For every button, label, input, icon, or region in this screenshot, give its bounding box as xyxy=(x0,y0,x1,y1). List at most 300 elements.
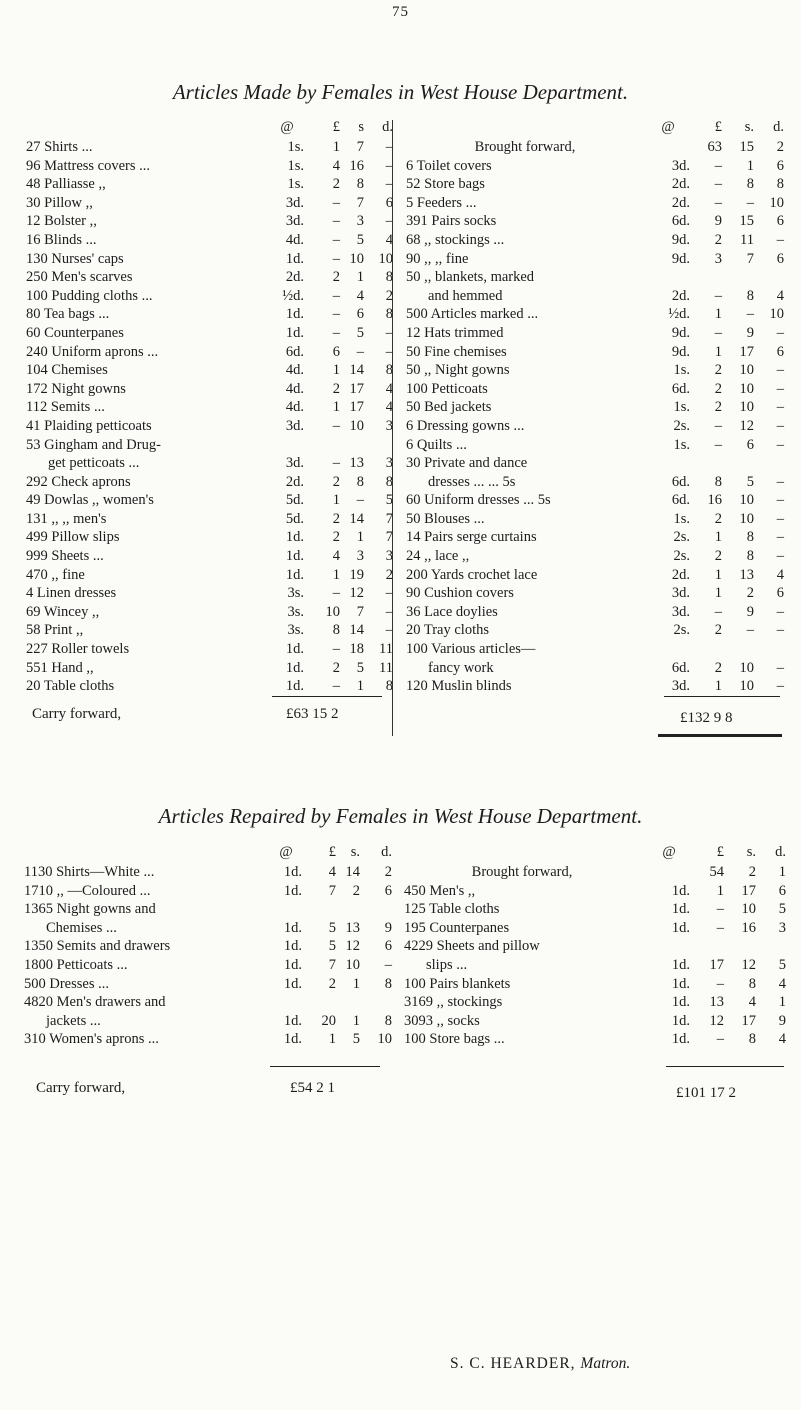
item-pounds: – xyxy=(332,194,340,211)
item-description: 60 Uniform dresses ... 5s xyxy=(406,492,551,509)
item-description: 500 Dresses ... xyxy=(24,975,109,992)
table-row xyxy=(406,417,786,436)
header-rate: @ xyxy=(280,119,294,135)
column-header-row xyxy=(24,843,392,863)
table-row xyxy=(26,361,393,380)
item-rate: 1s. xyxy=(673,362,690,379)
item-pence: – xyxy=(776,324,784,341)
item-pounds: 2 xyxy=(714,659,722,676)
item-rate: 1d. xyxy=(285,678,304,695)
item-rate: 1d. xyxy=(285,529,304,546)
item-pence: 4 xyxy=(778,975,786,992)
item-shillings: 8 xyxy=(356,473,364,490)
item-shillings: 17 xyxy=(741,1012,756,1029)
table-row xyxy=(406,677,786,696)
table-row xyxy=(406,157,786,176)
item-pounds: – xyxy=(332,641,340,658)
item-pence: 6 xyxy=(778,882,786,899)
item-pence: 8 xyxy=(385,473,393,490)
item-rate: 4d. xyxy=(285,231,304,248)
item-pounds: 1 xyxy=(714,678,722,695)
item-shillings: 4 xyxy=(748,994,756,1011)
item-pence: 5 xyxy=(778,901,786,918)
item-rate: 1d. xyxy=(671,975,690,992)
item-pounds: 12 xyxy=(709,1012,724,1029)
item-shillings: 8 xyxy=(746,287,754,304)
table-row xyxy=(26,287,393,306)
table-row xyxy=(406,268,786,287)
header-pence: d. xyxy=(381,844,392,860)
item-shillings: 17 xyxy=(349,380,364,397)
item-pounds: 1 xyxy=(332,566,340,583)
item-shillings: 5 xyxy=(356,324,364,341)
item-pence: 2 xyxy=(776,139,784,155)
item-pounds: 10 xyxy=(325,603,340,620)
item-pence: 4 xyxy=(385,231,393,248)
item-pounds: 2 xyxy=(714,399,722,416)
table-row xyxy=(404,993,789,1012)
table-row xyxy=(26,380,393,399)
item-shillings: 3 xyxy=(356,213,364,230)
table-row xyxy=(404,900,789,919)
item-shillings: – xyxy=(746,622,754,639)
item-pence: 3 xyxy=(385,417,393,434)
item-shillings: 17 xyxy=(739,343,754,360)
item-description: 999 Sheets ... xyxy=(26,548,104,565)
item-pence: 3 xyxy=(385,548,393,565)
item-description: 30 Pillow ,, xyxy=(26,194,93,211)
item-pence: 6 xyxy=(776,343,784,360)
item-pence: 8 xyxy=(385,306,393,323)
table-row xyxy=(406,621,786,640)
item-shillings: 10 xyxy=(739,362,754,379)
item-shillings: 8 xyxy=(748,1031,756,1048)
item-shillings: 1 xyxy=(356,529,364,546)
item-pounds: 3 xyxy=(714,250,722,267)
item-pounds: 1 xyxy=(716,882,724,899)
item-pence: – xyxy=(776,417,784,434)
item-rate: 6d. xyxy=(671,473,690,490)
item-description: 16 Blinds ... xyxy=(26,231,97,248)
item-shillings: 11 xyxy=(740,231,754,248)
item-shillings: 6 xyxy=(356,306,364,323)
item-shillings: 1 xyxy=(352,975,360,992)
item-pounds: 2 xyxy=(328,975,336,992)
item-description: 50 Blouses ... xyxy=(406,510,485,527)
item-rate: 1s. xyxy=(673,436,690,453)
item-pence: – xyxy=(776,399,784,416)
item-pence: – xyxy=(776,436,784,453)
item-rate: 9d. xyxy=(671,231,690,248)
item-pence: – xyxy=(776,231,784,248)
item-shillings: 5 xyxy=(352,1031,360,1048)
item-pounds: 2 xyxy=(714,510,722,527)
item-pounds: 5 xyxy=(328,919,336,936)
item-description: 49 Dowlas ,, women's xyxy=(26,492,154,509)
header-shillings: s xyxy=(358,119,364,135)
item-description: 1800 Petticoats ... xyxy=(24,956,128,973)
item-pounds: – xyxy=(714,417,722,434)
table-row xyxy=(26,343,393,362)
item-shillings: 10 xyxy=(739,659,754,676)
item-rate: 3s. xyxy=(287,603,304,620)
table-row xyxy=(404,919,789,938)
item-pence: 10 xyxy=(769,306,784,323)
item-rate: 1d. xyxy=(283,956,302,973)
item-shillings: 14 xyxy=(349,510,364,527)
item-description: 104 Chemises xyxy=(26,362,108,379)
header-shillings: s. xyxy=(350,844,360,860)
item-pounds: – xyxy=(332,455,340,472)
item-description: 20 Table cloths xyxy=(26,678,115,695)
signature-role: Matron. xyxy=(580,1355,631,1372)
item-description: 4229 Sheets and pillow xyxy=(404,938,540,955)
header-pounds: £ xyxy=(714,119,722,135)
item-pounds: 1 xyxy=(332,399,340,416)
header-shillings: s. xyxy=(746,844,756,860)
item-shillings: 15 xyxy=(739,139,754,155)
item-description: 195 Counterpanes xyxy=(404,919,510,936)
item-pounds: 2 xyxy=(714,380,722,397)
item-rate: 2d. xyxy=(671,176,690,193)
item-pence: – xyxy=(776,548,784,565)
item-shillings: 1 xyxy=(352,1012,360,1029)
item-shillings: 8 xyxy=(746,548,754,565)
item-shillings: 13 xyxy=(739,566,754,583)
item-description: 41 Plaiding petticoats xyxy=(26,417,152,434)
item-shillings: 15 xyxy=(739,213,754,230)
item-rate: 9d. xyxy=(671,250,690,267)
item-shillings: 5 xyxy=(356,659,364,676)
item-description: 3169 ,, stockings xyxy=(404,994,503,1011)
table-row xyxy=(26,231,393,250)
item-description: jackets ... xyxy=(46,1012,101,1029)
item-pence: – xyxy=(385,157,393,174)
item-shillings: 9 xyxy=(746,603,754,620)
item-rate: 2d. xyxy=(285,473,304,490)
item-pounds: – xyxy=(332,231,340,248)
item-description: get petticoats ... xyxy=(48,455,140,472)
item-shillings: 13 xyxy=(349,455,364,472)
item-pounds: 1 xyxy=(714,343,722,360)
item-pounds: 1 xyxy=(714,585,722,602)
item-rate: 2s. xyxy=(673,548,690,565)
table-row xyxy=(406,343,786,362)
header-rate: @ xyxy=(662,844,676,860)
item-description: 100 Various articles— xyxy=(406,641,536,658)
item-pence: 6 xyxy=(776,157,784,174)
item-description: 96 Mattress covers ... xyxy=(26,157,151,174)
item-pounds: 1 xyxy=(714,306,722,323)
table-row xyxy=(26,640,393,659)
table-row xyxy=(24,900,384,919)
item-pounds: – xyxy=(332,306,340,323)
table-row xyxy=(26,454,393,473)
item-rate: 3d. xyxy=(285,417,304,434)
item-rate: 3d. xyxy=(671,157,690,174)
item-pounds: 1 xyxy=(332,139,340,155)
table-row xyxy=(24,956,392,975)
item-shillings: 1 xyxy=(356,269,364,286)
item-shillings: 14 xyxy=(345,864,360,880)
item-pence: – xyxy=(385,603,393,620)
table-row xyxy=(406,287,786,306)
item-pence: – xyxy=(385,585,393,602)
item-pounds: 2 xyxy=(332,659,340,676)
item-pounds: 5 xyxy=(328,938,336,955)
header-pence: d. xyxy=(382,119,393,135)
item-description: dresses ... ... 5s xyxy=(428,473,516,490)
item-shillings: 2 xyxy=(352,882,360,899)
item-pence: 4 xyxy=(776,566,784,583)
table-row xyxy=(26,398,393,417)
table-row xyxy=(406,454,786,473)
item-shillings: 8 xyxy=(746,176,754,193)
item-pence: 1 xyxy=(778,994,786,1011)
table-row xyxy=(26,194,393,213)
item-pounds: – xyxy=(332,250,340,267)
item-rate: 2s. xyxy=(673,417,690,434)
item-description: 250 Men's scarves xyxy=(26,269,133,286)
item-rate: ½d. xyxy=(668,306,690,323)
item-rate: 2d. xyxy=(671,287,690,304)
table-row xyxy=(24,1012,392,1031)
table-row xyxy=(404,937,789,956)
item-description: 60 Counterpanes xyxy=(26,324,124,341)
item-description: Brought forward, xyxy=(471,864,573,880)
item-shillings: 4 xyxy=(356,287,364,304)
item-pounds: – xyxy=(714,436,722,453)
item-shillings: 10 xyxy=(349,250,364,267)
table-row xyxy=(404,1012,789,1031)
repaired-right-table xyxy=(404,843,789,1049)
item-rate: 1d. xyxy=(283,919,302,936)
table-row xyxy=(406,436,786,455)
item-description: 120 Muslin blinds xyxy=(406,678,512,695)
item-rate: 2d. xyxy=(285,269,304,286)
item-pounds: 8 xyxy=(332,622,340,639)
item-description: 14 Pairs serge curtains xyxy=(406,529,537,546)
repaired-left-total-rule xyxy=(270,1066,380,1067)
item-rate: 3d. xyxy=(285,213,304,230)
item-pence: 7 xyxy=(385,510,393,527)
item-shillings: 12 xyxy=(741,956,756,973)
header-pence: d. xyxy=(775,844,786,860)
item-description: 1710 ,, —Coloured ... xyxy=(24,882,151,899)
item-rate: 1d. xyxy=(671,919,690,936)
item-shillings: – xyxy=(356,492,364,509)
item-pence: 6 xyxy=(776,213,784,230)
item-description: 20 Tray cloths xyxy=(406,622,489,639)
item-rate: 3s. xyxy=(287,585,304,602)
item-pounds: – xyxy=(714,324,722,341)
item-rate: 5d. xyxy=(285,492,304,509)
item-shillings: – xyxy=(746,306,754,323)
item-shillings: 14 xyxy=(349,622,364,639)
item-pence: – xyxy=(776,659,784,676)
item-shillings: 9 xyxy=(746,324,754,341)
table-row xyxy=(24,975,392,994)
item-description: 30 Private and dance xyxy=(406,455,528,472)
item-pence: 11 xyxy=(379,659,393,676)
made-right-total-amount: £132 9 8 xyxy=(680,710,733,726)
table-row xyxy=(406,510,786,529)
made-right-total-rule xyxy=(664,696,780,697)
table-row xyxy=(26,305,393,324)
item-shillings: 8 xyxy=(748,975,756,992)
item-pence: – xyxy=(384,956,392,973)
item-shillings: 10 xyxy=(739,380,754,397)
table-row xyxy=(26,621,393,640)
table-row xyxy=(24,863,392,882)
item-description: 1350 Semits and drawers xyxy=(24,938,171,955)
signature xyxy=(450,1355,630,1373)
item-shillings: 12 xyxy=(345,938,360,955)
item-pence: – xyxy=(385,622,393,639)
item-pence: 2 xyxy=(384,864,392,880)
made-left-table xyxy=(26,118,393,696)
item-description: 80 Tea bags ... xyxy=(26,306,110,323)
table-row xyxy=(406,380,786,399)
signature-name: S. C. HEARDER, xyxy=(450,1355,576,1372)
page-number: 75 xyxy=(392,4,409,20)
item-description: 172 Night gowns xyxy=(26,380,126,397)
column-header-row xyxy=(406,118,786,138)
item-description: 48 Palliasse ,, xyxy=(26,176,106,193)
item-rate: 1s. xyxy=(673,399,690,416)
item-shillings: 18 xyxy=(349,641,364,658)
item-rate: 1d. xyxy=(283,864,302,880)
item-shillings: 10 xyxy=(345,956,360,973)
item-rate: 9d. xyxy=(671,324,690,341)
item-pounds: 4 xyxy=(328,864,336,880)
item-description: 90 ,, ,, fine xyxy=(406,250,469,267)
item-pence: 6 xyxy=(776,585,784,602)
table-row xyxy=(406,250,786,269)
item-pounds: 2 xyxy=(714,622,722,639)
item-rate: 1d. xyxy=(285,566,304,583)
item-pence: 4 xyxy=(385,380,393,397)
item-pence: – xyxy=(776,510,784,527)
item-pounds: – xyxy=(714,194,722,211)
repaired-left-table xyxy=(24,843,392,1049)
item-description: 3093 ,, socks xyxy=(404,1012,480,1029)
table-row xyxy=(26,324,393,343)
item-description: 100 Pudding cloths ... xyxy=(26,287,153,304)
item-pounds: – xyxy=(332,678,340,695)
item-pence: 8 xyxy=(776,176,784,193)
item-pence: 10 xyxy=(769,194,784,211)
item-rate: ½d. xyxy=(282,287,304,304)
item-pence: 8 xyxy=(385,362,393,379)
item-pounds: 1 xyxy=(332,362,340,379)
header-rate: @ xyxy=(661,119,675,135)
item-description: fancy work xyxy=(428,659,494,676)
item-description: 1365 Night gowns and xyxy=(24,901,156,918)
item-shillings: 7 xyxy=(356,603,364,620)
item-description: 100 Petticoats xyxy=(406,380,488,397)
item-description: 50 ,, Night gowns xyxy=(406,362,510,379)
item-rate: 3d. xyxy=(285,194,304,211)
item-rate: 6d. xyxy=(285,343,304,360)
made-left-total-label: Carry forward, xyxy=(32,706,122,722)
item-shillings: 12 xyxy=(349,585,364,602)
item-description: 52 Store bags xyxy=(406,176,485,193)
item-rate: 2s. xyxy=(673,622,690,639)
item-description: 450 Men's ,, xyxy=(404,882,476,899)
table-row xyxy=(406,603,786,622)
item-rate: 1s. xyxy=(287,157,304,174)
made-left-total-amount: £63 15 2 xyxy=(286,706,339,722)
table-row xyxy=(24,993,384,1012)
item-rate: 3d. xyxy=(285,455,304,472)
item-pounds: – xyxy=(714,157,722,174)
header-pence: d. xyxy=(773,119,784,135)
item-shillings: 7 xyxy=(356,139,364,155)
table-row xyxy=(24,919,392,938)
table-row xyxy=(26,138,393,157)
table-row xyxy=(406,528,786,547)
item-pounds: – xyxy=(716,901,724,918)
item-rate: 6d. xyxy=(671,492,690,509)
item-description: 112 Semits ... xyxy=(26,399,105,416)
item-rate: 9d. xyxy=(671,343,690,360)
item-description: 58 Print ,, xyxy=(26,622,84,639)
item-rate: 1d. xyxy=(285,306,304,323)
item-shillings: 10 xyxy=(741,901,756,918)
item-pence: 1 xyxy=(778,864,786,880)
item-pounds: 8 xyxy=(714,473,722,490)
item-shillings: 10 xyxy=(739,399,754,416)
made-left-total-rule xyxy=(272,696,382,697)
table-row xyxy=(406,491,786,510)
repaired-left-total-amount: £54 2 1 xyxy=(290,1080,335,1096)
table-row xyxy=(406,566,786,585)
item-rate: 1d. xyxy=(285,641,304,658)
item-pence: 6 xyxy=(384,938,392,955)
table-row xyxy=(26,677,393,696)
item-description: 27 Shirts ... xyxy=(26,139,93,155)
table-row xyxy=(406,640,786,659)
item-description: 53 Gingham and Drug- xyxy=(26,436,161,453)
item-rate: 1d. xyxy=(283,975,302,992)
item-description: 130 Nurses' caps xyxy=(26,250,124,267)
header-pounds: £ xyxy=(332,119,340,135)
item-rate: 2d. xyxy=(671,566,690,583)
item-pence: – xyxy=(776,529,784,546)
item-pence: 3 xyxy=(385,455,393,472)
item-rate: 1d. xyxy=(283,1031,302,1048)
table-row xyxy=(26,157,393,176)
table-row xyxy=(24,882,392,901)
item-description: 4820 Men's drawers and xyxy=(24,994,166,1011)
item-pence: 10 xyxy=(377,1031,392,1048)
item-pence: 8 xyxy=(384,1012,392,1029)
table-row xyxy=(406,398,786,417)
made-right-table xyxy=(406,118,786,696)
item-description: 551 Hand ,, xyxy=(26,659,94,676)
item-pounds: 7 xyxy=(328,882,336,899)
item-pence: 7 xyxy=(385,529,393,546)
table-row xyxy=(26,510,393,529)
made-section-title: Articles Made by Females in West House Department. xyxy=(172,80,629,104)
table-row xyxy=(406,305,786,324)
item-rate: 1d. xyxy=(671,901,690,918)
table-row xyxy=(26,268,393,287)
item-rate: 2d. xyxy=(671,194,690,211)
item-pence: 9 xyxy=(778,1012,786,1029)
item-pounds: – xyxy=(714,603,722,620)
